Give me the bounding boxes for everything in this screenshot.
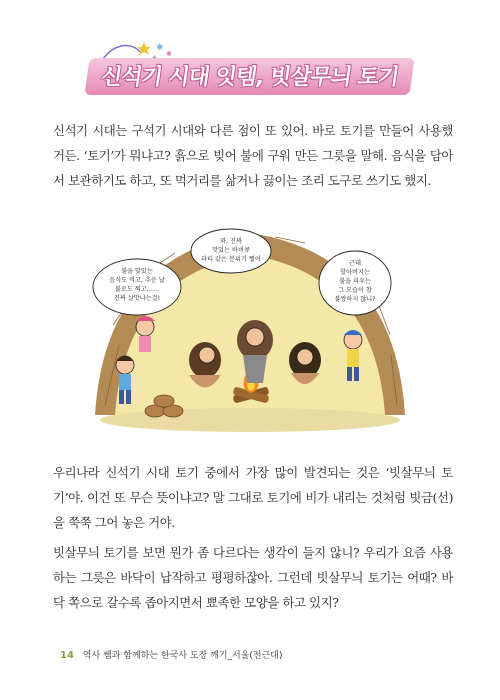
bubble-right-line-2: 할아버지는	[340, 269, 370, 276]
page-number: 14	[60, 650, 74, 661]
page-footer	[60, 648, 283, 661]
bubble-top-line-1: 와, 진짜	[220, 238, 242, 245]
book-title: 역사 쌤과 함께하는 한국사 도장 깨기_서울(전근대)	[82, 651, 283, 661]
bubble-top-line-2: 맛있는 바비큐	[212, 247, 250, 254]
sparkle-icon: ✱	[166, 50, 172, 58]
section-title: 신석기 시대 잇템, 빗살무늬 토기	[85, 58, 415, 95]
bubble-top-line-3: 파티 같은 분위기 쩔어	[201, 256, 261, 263]
speech-bubble-top	[191, 229, 271, 273]
star-icon	[137, 42, 151, 55]
person-caveman-left	[189, 342, 221, 388]
paragraph-comb-pattern: 우리나라 신석기 시대 토기 중에서 가장 많이 발견되는 것은 ‘빗살무늬 토기’야. 이건 또 무슨 뜻이냐고? 말 그대로 토기에 비가 내리는 것처럼 빗금(선)을 쭉쭉 그어 놓은 거야.	[53, 465, 453, 530]
paragraph-intro: 신석기 시대는 구석기 시대와 다른 점이 또 있어. 바로 토기를 만들어 사용했거든. ‘토기’가 뭐냐고? 흙으로 빚어 불에 구워 만든 그릇을 말해. 음식을 담아서 보관하기도 하고, 또 먹거리를 삶거나 끓이는 조리 도구로 쓰기도 했지.	[53, 123, 453, 188]
bubble-right-line-4: 그 모습이 참	[338, 287, 372, 294]
bubble-left-line-2: 음식도 먹고, 추운 날	[109, 277, 165, 284]
section-title-wrap	[0, 58, 500, 95]
cave-scene-illustration	[85, 215, 415, 435]
speech-bubble-left	[93, 259, 181, 315]
bubble-right-line-1: 근데	[349, 260, 361, 267]
bubble-left-line-1: 불을 맞았는	[121, 268, 153, 275]
paragraph-shape: 빗살무늬 토기를 보면 뭔가 좀 다르다는 생각이 들지 않니? 우리가 요즘 사용하는 그릇은 바닥이 납작하고 평평하잖아. 그런데 빗살무늬 토기는 어때? 바닥 쪽으로 갈수록 좁아지면서 뾰족한 모양을 하고 있지?	[53, 545, 453, 610]
bubble-right-line-5: 불쌍하지 않니?	[334, 296, 376, 303]
speech-bubble-right	[319, 251, 391, 315]
bubble-left-line-4: 진짜 살맛나는걸!	[113, 295, 161, 302]
bubble-left-line-3: 불로도 쬐고……	[114, 286, 160, 293]
sparkle-icon: ✱	[156, 43, 164, 53]
bubble-right-line-3: 불을 피우는	[339, 278, 371, 285]
